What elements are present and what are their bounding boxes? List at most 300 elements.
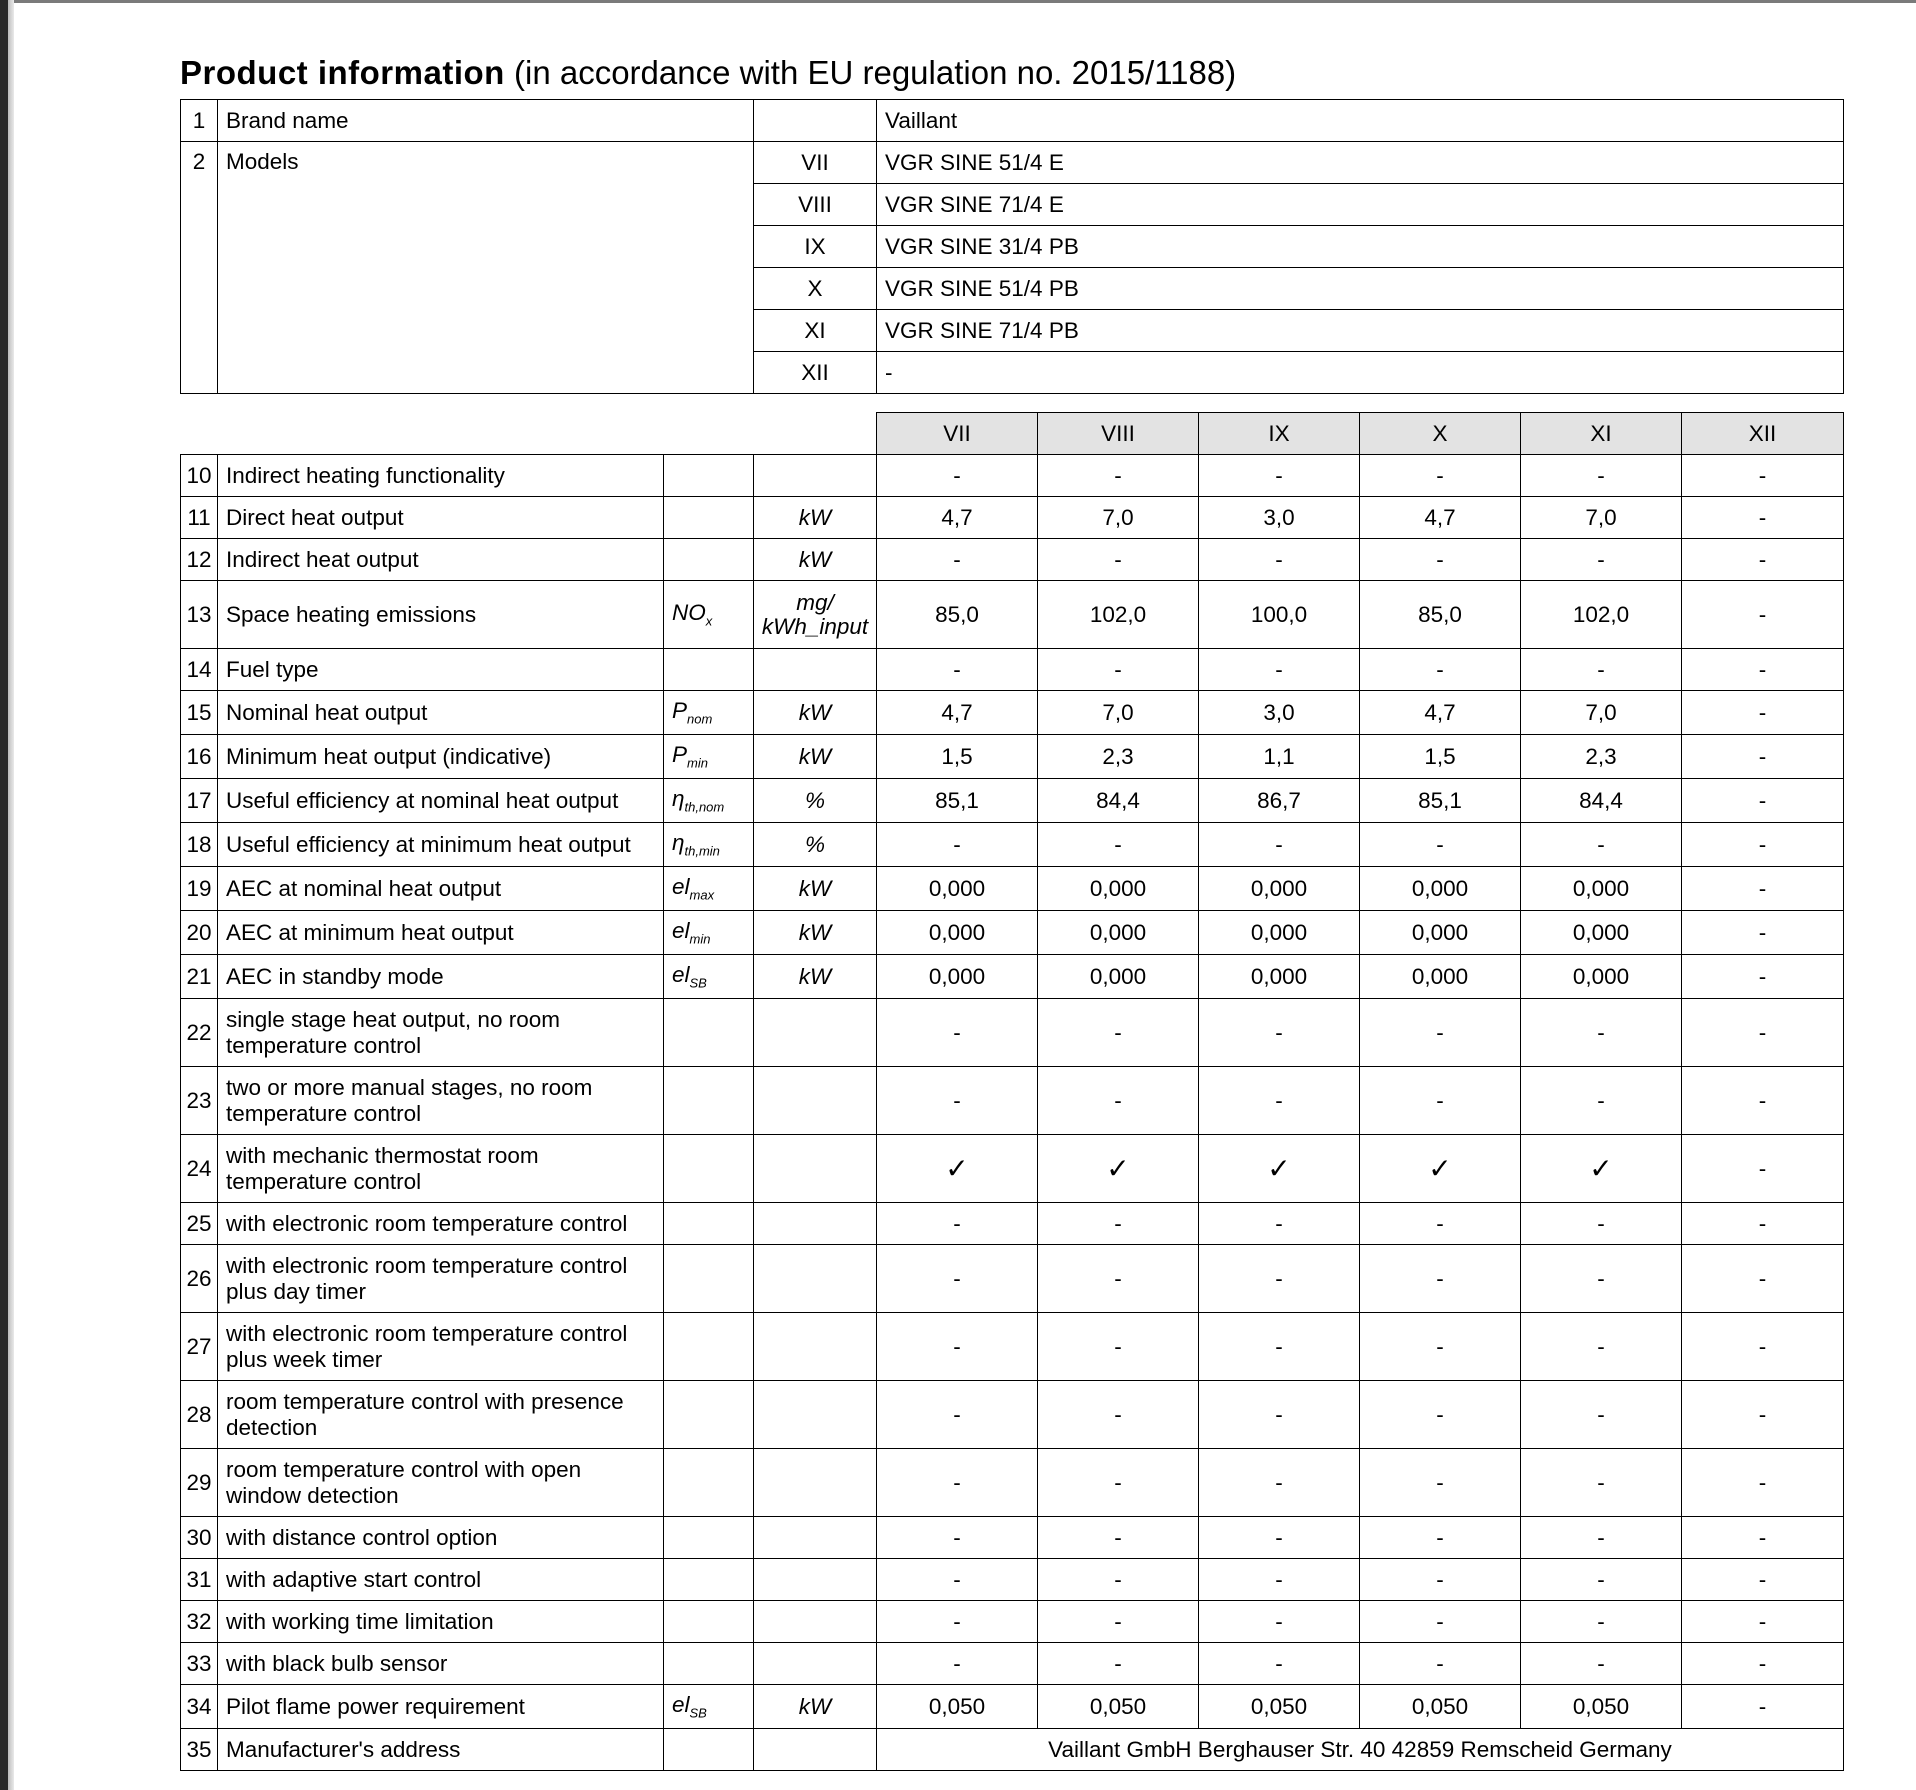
symbol-subscript: th,nom	[684, 799, 725, 815]
value-cell: -	[1038, 1601, 1199, 1643]
brand-label: Brand name	[218, 100, 754, 142]
value-cell: -	[1199, 1559, 1360, 1601]
symbol-base: el	[672, 1692, 690, 1718]
value-cell: -	[877, 1381, 1038, 1449]
row-symbol	[664, 1067, 754, 1135]
spec-row	[181, 1643, 1844, 1685]
value-cell: -	[877, 823, 1038, 867]
row-unit	[754, 455, 877, 497]
row-number: 13	[181, 581, 218, 649]
value-cell: -	[877, 1245, 1038, 1313]
checkmark-icon: ✓	[1521, 1135, 1682, 1203]
row-number: 15	[181, 691, 218, 735]
value-cell: 0,050	[1038, 1685, 1199, 1729]
spec-table	[180, 412, 1844, 1771]
symbol-base: NO	[672, 600, 706, 626]
value-cell: -	[1038, 1245, 1199, 1313]
row-label: AEC at minimum heat output	[218, 911, 664, 955]
brand-value: Vaillant	[877, 100, 1844, 142]
model-column-header: VII	[877, 413, 1038, 455]
symbol-subscript: min	[687, 755, 708, 771]
row-symbol	[664, 823, 754, 867]
value-cell: 0,000	[877, 955, 1038, 999]
value-cell: 0,050	[877, 1685, 1038, 1729]
value-cell: -	[1360, 649, 1521, 691]
symbol-base: η	[672, 830, 685, 856]
row-label: Space heating emissions	[218, 581, 664, 649]
row-number: 25	[181, 1203, 218, 1245]
model-code: XII	[754, 352, 877, 394]
value-cell: 3,0	[1199, 691, 1360, 735]
row-label: with electronic room temperature control plus week timer	[218, 1313, 664, 1381]
value-cell: -	[1038, 539, 1199, 581]
value-cell: -	[1038, 1449, 1199, 1517]
value-cell: 0,000	[877, 911, 1038, 955]
title-suffix: (in accordance with EU regulation no. 2015/1188)	[504, 54, 1237, 91]
row-unit	[754, 1381, 877, 1449]
value-cell: 7,0	[1038, 497, 1199, 539]
symbol-base: el	[672, 874, 690, 900]
value-cell: -	[1199, 1449, 1360, 1517]
spec-row	[181, 1449, 1844, 1517]
value-cell: 84,4	[1521, 779, 1682, 823]
model-column-header: IX	[1199, 413, 1360, 455]
row-label: single stage heat output, no room temperature control	[218, 999, 664, 1067]
row-label: Pilot flame power requirement	[218, 1685, 664, 1729]
row-symbol	[664, 735, 754, 779]
row-label: Useful efficiency at nominal heat output	[218, 779, 664, 823]
value-cell: -	[1682, 779, 1844, 823]
row-symbol	[664, 1559, 754, 1601]
value-cell: -	[1682, 539, 1844, 581]
row-number: 17	[181, 779, 218, 823]
row-unit: kW	[754, 691, 877, 735]
row-symbol	[664, 691, 754, 735]
page-edge-top	[0, 0, 1916, 3]
row-number: 29	[181, 1449, 218, 1517]
value-cell: 0,000	[877, 867, 1038, 911]
value-cell: -	[1360, 1559, 1521, 1601]
spec-row	[181, 1685, 1844, 1729]
empty-cell	[754, 100, 877, 142]
value-cell: -	[1521, 1381, 1682, 1449]
value-cell: -	[1038, 455, 1199, 497]
spec-row	[181, 911, 1844, 955]
row-symbol	[664, 1203, 754, 1245]
model-column-header: X	[1360, 413, 1521, 455]
row-number: 12	[181, 539, 218, 581]
value-cell: -	[1521, 823, 1682, 867]
value-cell: 4,7	[1360, 497, 1521, 539]
symbol-subscript: nom	[687, 711, 713, 727]
value-cell: 84,4	[1038, 779, 1199, 823]
value-cell: -	[877, 999, 1038, 1067]
value-cell: -	[1521, 1313, 1682, 1381]
row-symbol	[664, 1135, 754, 1203]
model-code: XI	[754, 310, 877, 352]
value-cell: -	[1199, 1203, 1360, 1245]
row-label: AEC at nominal heat output	[218, 867, 664, 911]
row-symbol	[664, 955, 754, 999]
spec-row	[181, 1601, 1844, 1643]
model-name: VGR SINE 31/4 PB	[877, 226, 1844, 268]
value-cell: -	[1521, 1643, 1682, 1685]
row-unit	[754, 1203, 877, 1245]
value-cell: 0,000	[1038, 955, 1199, 999]
model-header-row	[181, 413, 1844, 455]
value-cell: 7,0	[1521, 497, 1682, 539]
value-cell: -	[1360, 1067, 1521, 1135]
row-symbol	[664, 649, 754, 691]
value-cell: -	[1360, 455, 1521, 497]
row-label: Indirect heat output	[218, 539, 664, 581]
row-symbol	[664, 581, 754, 649]
spec-row	[181, 1245, 1844, 1313]
value-cell: -	[877, 1203, 1038, 1245]
row-unit	[754, 649, 877, 691]
row-number: 28	[181, 1381, 218, 1449]
row-unit: kW	[754, 911, 877, 955]
value-cell: -	[1199, 455, 1360, 497]
symbol-base: P	[672, 742, 688, 768]
symbol-subscript: x	[705, 613, 713, 629]
value-cell: 1,5	[1360, 735, 1521, 779]
value-cell: -	[1682, 1643, 1844, 1685]
value-cell: 0,000	[1360, 911, 1521, 955]
symbol-base: P	[672, 698, 688, 724]
row-number: 32	[181, 1601, 218, 1643]
value-cell: -	[1360, 1245, 1521, 1313]
row-number: 10	[181, 455, 218, 497]
value-cell: 2,3	[1038, 735, 1199, 779]
symbol-subscript: max	[689, 887, 715, 903]
value-cell: 0,000	[1360, 867, 1521, 911]
value-cell: -	[1682, 1517, 1844, 1559]
row-symbol	[664, 455, 754, 497]
row-number: 11	[181, 497, 218, 539]
spec-row	[181, 999, 1844, 1067]
spec-row	[181, 1313, 1844, 1381]
row-unit	[754, 1517, 877, 1559]
row-unit: kW	[754, 1685, 877, 1729]
model-code: X	[754, 268, 877, 310]
value-cell: -	[1038, 1067, 1199, 1135]
value-cell: -	[1521, 1449, 1682, 1517]
value-cell: -	[877, 1643, 1038, 1685]
value-cell: 1,1	[1199, 735, 1360, 779]
value-cell: -	[1360, 1203, 1521, 1245]
row-label: Nominal heat output	[218, 691, 664, 735]
row-number: 14	[181, 649, 218, 691]
model-code: VII	[754, 142, 877, 184]
value-cell: -	[1038, 649, 1199, 691]
model-column-header: XII	[1682, 413, 1844, 455]
checkmark-icon: ✓	[1199, 1135, 1360, 1203]
row-unit	[754, 581, 877, 649]
header-spacer	[181, 413, 877, 455]
value-cell: -	[1682, 581, 1844, 649]
value-cell: -	[877, 539, 1038, 581]
row-label: AEC in standby mode	[218, 955, 664, 999]
symbol-base: el	[672, 918, 690, 944]
value-cell: -	[1038, 1559, 1199, 1601]
spec-row	[181, 955, 1844, 999]
value-cell: -	[1521, 649, 1682, 691]
row-number: 26	[181, 1245, 218, 1313]
row-symbol	[664, 1685, 754, 1729]
value-cell: -	[1038, 1381, 1199, 1449]
page-edge-left	[0, 0, 14, 1790]
value-cell: 7,0	[1521, 691, 1682, 735]
row-symbol	[664, 1245, 754, 1313]
model-name: VGR SINE 71/4 PB	[877, 310, 1844, 352]
spec-row	[181, 1517, 1844, 1559]
value-cell: 100,0	[1199, 581, 1360, 649]
model-name: VGR SINE 71/4 E	[877, 184, 1844, 226]
row-number: 16	[181, 735, 218, 779]
row-symbol	[664, 497, 754, 539]
value-cell: 0,000	[1038, 911, 1199, 955]
row-number: 23	[181, 1067, 218, 1135]
models-label: Models	[218, 142, 754, 394]
row-symbol	[664, 1381, 754, 1449]
row-unit	[754, 1313, 877, 1381]
value-cell: 0,050	[1521, 1685, 1682, 1729]
value-cell: -	[1199, 1517, 1360, 1559]
row-label: Fuel type	[218, 649, 664, 691]
value-cell: 2,3	[1521, 735, 1682, 779]
value-cell: -	[1682, 955, 1844, 999]
row-number: 27	[181, 1313, 218, 1381]
value-cell: -	[1038, 999, 1199, 1067]
value-cell: -	[877, 1559, 1038, 1601]
value-cell: -	[1682, 911, 1844, 955]
value-cell: 85,0	[1360, 581, 1521, 649]
value-cell: -	[1038, 1643, 1199, 1685]
unit-line: kWh_input	[761, 613, 869, 639]
symbol-base: el	[672, 962, 690, 988]
value-cell: -	[877, 649, 1038, 691]
value-cell: 102,0	[1038, 581, 1199, 649]
row-unit	[754, 1135, 877, 1203]
value-cell: -	[1682, 497, 1844, 539]
model-code: IX	[754, 226, 877, 268]
value-cell: -	[1682, 1381, 1844, 1449]
spec-row	[181, 823, 1844, 867]
row-unit: %	[754, 779, 877, 823]
row-symbol	[664, 1643, 754, 1685]
value-cell: 85,1	[1360, 779, 1521, 823]
row-symbol	[664, 999, 754, 1067]
row-unit	[754, 1067, 877, 1135]
row-unit	[754, 1643, 877, 1685]
row-label: with mechanic thermostat room temperature control	[218, 1135, 664, 1203]
value-cell: 0,000	[1521, 911, 1682, 955]
value-cell: 102,0	[1521, 581, 1682, 649]
value-cell: -	[1199, 1601, 1360, 1643]
value-cell: -	[1682, 1559, 1844, 1601]
value-cell: -	[1199, 1643, 1360, 1685]
row-unit: kW	[754, 497, 877, 539]
row-label: Indirect heating functionality	[218, 455, 664, 497]
row-number: 1	[181, 100, 218, 142]
empty-cell	[664, 1729, 754, 1771]
symbol-subscript: SB	[689, 1705, 707, 1721]
value-cell: -	[1199, 649, 1360, 691]
value-cell: -	[1682, 1203, 1844, 1245]
value-cell: 86,7	[1199, 779, 1360, 823]
spec-row	[181, 691, 1844, 735]
value-cell: -	[877, 1313, 1038, 1381]
model-name: VGR SINE 51/4 PB	[877, 268, 1844, 310]
value-cell: 4,7	[877, 497, 1038, 539]
address-row	[181, 1729, 1844, 1771]
row-label: with electronic room temperature control	[218, 1203, 664, 1245]
row-label: with distance control option	[218, 1517, 664, 1559]
row-unit: kW	[754, 539, 877, 581]
value-cell: -	[1199, 1381, 1360, 1449]
value-cell: -	[1682, 1245, 1844, 1313]
value-cell: -	[1199, 1313, 1360, 1381]
row-symbol	[664, 539, 754, 581]
value-cell: -	[1521, 999, 1682, 1067]
value-cell: -	[1360, 1381, 1521, 1449]
row-label: with black bulb sensor	[218, 1643, 664, 1685]
row-label: room temperature control with presence detection	[218, 1381, 664, 1449]
value-cell: -	[1199, 539, 1360, 581]
checkmark-icon: ✓	[1360, 1135, 1521, 1203]
value-cell: 0,000	[1360, 955, 1521, 999]
spec-row	[181, 1559, 1844, 1601]
row-unit: kW	[754, 735, 877, 779]
value-cell: -	[1682, 999, 1844, 1067]
row-symbol	[664, 1601, 754, 1643]
value-cell: -	[1199, 823, 1360, 867]
value-cell: -	[1521, 1203, 1682, 1245]
model-code: VIII	[754, 184, 877, 226]
value-cell: -	[877, 1449, 1038, 1517]
row-number: 35	[181, 1729, 218, 1771]
value-cell: -	[1360, 1601, 1521, 1643]
brand-models-table	[180, 99, 1844, 394]
row-number: 31	[181, 1559, 218, 1601]
value-cell: -	[1360, 999, 1521, 1067]
spec-row	[181, 1381, 1844, 1449]
value-cell: 0,000	[1199, 955, 1360, 999]
value-cell: -	[1521, 1067, 1682, 1135]
row-number: 21	[181, 955, 218, 999]
spec-row	[181, 1203, 1844, 1245]
row-label: Minimum heat output (indicative)	[218, 735, 664, 779]
symbol-subscript: SB	[689, 975, 707, 991]
unit-line: mg/	[796, 589, 834, 615]
value-cell: -	[1521, 1245, 1682, 1313]
spec-row	[181, 455, 1844, 497]
value-cell: -	[1360, 1313, 1521, 1381]
value-cell: -	[1038, 1203, 1199, 1245]
row-symbol	[664, 867, 754, 911]
row-label: Manufacturer's address	[218, 1729, 664, 1771]
spec-row	[181, 581, 1844, 649]
value-cell: 4,7	[1360, 691, 1521, 735]
value-cell: 0,000	[1199, 911, 1360, 955]
value-cell: -	[1199, 1245, 1360, 1313]
row-unit: kW	[754, 955, 877, 999]
row-number: 33	[181, 1643, 218, 1685]
value-cell: 1,5	[877, 735, 1038, 779]
value-cell: -	[1521, 455, 1682, 497]
row-number: 24	[181, 1135, 218, 1203]
row-label: with working time limitation	[218, 1601, 664, 1643]
value-cell: -	[1682, 1067, 1844, 1135]
row-label: two or more manual stages, no room temperature control	[218, 1067, 664, 1135]
row-unit	[754, 1245, 877, 1313]
value-cell: -	[1038, 1517, 1199, 1559]
value-cell: -	[1199, 1067, 1360, 1135]
value-cell: -	[1521, 1601, 1682, 1643]
value-cell: -	[1682, 1313, 1844, 1381]
spec-row	[181, 1135, 1844, 1203]
value-cell: -	[877, 1067, 1038, 1135]
symbol-base: η	[672, 786, 685, 812]
value-cell: -	[1360, 1449, 1521, 1517]
value-cell: -	[1038, 1313, 1199, 1381]
row-unit: kW	[754, 867, 877, 911]
spec-row	[181, 779, 1844, 823]
value-cell: 0,000	[1521, 867, 1682, 911]
value-cell: -	[1682, 1685, 1844, 1729]
checkmark-icon: ✓	[877, 1135, 1038, 1203]
row-number: 2	[181, 142, 218, 394]
row-symbol	[664, 1517, 754, 1559]
value-cell: -	[1360, 539, 1521, 581]
model-name: -	[877, 352, 1844, 394]
value-cell: -	[1682, 691, 1844, 735]
row-label: with adaptive start control	[218, 1559, 664, 1601]
model-column-header: XI	[1521, 413, 1682, 455]
row-unit	[754, 1601, 877, 1643]
value-cell: 7,0	[1038, 691, 1199, 735]
spec-row	[181, 867, 1844, 911]
value-cell: -	[1521, 539, 1682, 581]
row-unit	[754, 999, 877, 1067]
value-cell: -	[1038, 823, 1199, 867]
row-number: 34	[181, 1685, 218, 1729]
spec-row	[181, 1067, 1844, 1135]
row-number: 19	[181, 867, 218, 911]
model-column-header: VIII	[1038, 413, 1199, 455]
empty-cell	[754, 1729, 877, 1771]
value-cell: -	[1199, 999, 1360, 1067]
row-number: 20	[181, 911, 218, 955]
spec-row	[181, 649, 1844, 691]
value-cell: -	[1521, 1517, 1682, 1559]
value-cell: 85,1	[877, 779, 1038, 823]
value-cell: 0,050	[1360, 1685, 1521, 1729]
spec-row	[181, 497, 1844, 539]
value-cell: -	[1360, 1643, 1521, 1685]
row-number: 22	[181, 999, 218, 1067]
value-cell: 3,0	[1199, 497, 1360, 539]
value-cell: -	[1682, 867, 1844, 911]
value-cell: -	[1682, 649, 1844, 691]
value-cell: 0,000	[1038, 867, 1199, 911]
row-number: 18	[181, 823, 218, 867]
row-label: room temperature control with open window detection	[218, 1449, 664, 1517]
row-symbol	[664, 911, 754, 955]
row-label: Direct heat output	[218, 497, 664, 539]
row-symbol	[664, 779, 754, 823]
